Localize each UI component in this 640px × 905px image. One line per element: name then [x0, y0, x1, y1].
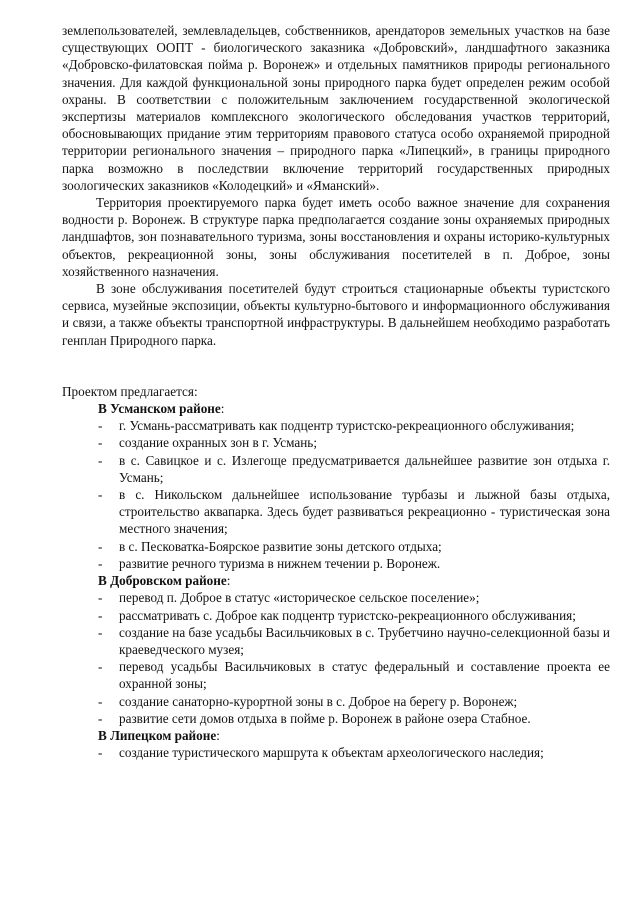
- district-heading-usman: В Усманском районе:: [98, 401, 225, 417]
- district-list-lipetsk: [62, 744, 610, 761]
- paragraph-2: Территория проектируемого парка будет иметь особо важное значение для сохранения водности р. Воронеж. В структуре парка предполагается создание зоны охраняемых природных ландшафтов, зон познавательного туризма, зоны восстановления и охраны историко-культурных объектов, рекреационной зоны, зоны обслуживания посетителей в п. Доброе, зоны хозяйственного назначения.: [62, 195, 610, 279]
- list-item: - развитие речного туризма в нижнем течении р. Воронеж.: [98, 555, 441, 571]
- list-item: - создание охранных зон в г. Усмань;: [98, 435, 317, 451]
- list-item: - перевод п. Доброе в статус «историческое сельское поселение»;: [98, 590, 480, 606]
- list-item: - г. Усмань-рассматривать как подцентр туристско-рекреационного обслуживания;: [98, 418, 575, 434]
- list-item: - в с. Савицкое и с. Излегоще предусматривается дальнейшее развитие зон отдыха г. Усмань;: [98, 452, 610, 485]
- district-list-usman: [62, 417, 610, 572]
- district-heading-dobroe: В Добровском районе:: [98, 573, 231, 589]
- list-item: - перевод усадьбы Васильчиковых в статус федеральный и составление проекта ее охранной зоны;: [98, 659, 610, 692]
- district-heading-lipetsk: В Липецком районе:: [98, 727, 220, 743]
- list-item: - развитие сети домов отдыха в пойме р. Воронеж в районе озера Стабное.: [98, 710, 531, 726]
- proposal-intro: Проектом предлагается:: [62, 383, 198, 399]
- list-item: - рассматривать с. Доброе как подцентр туристско-рекреационного обслуживания;: [98, 607, 576, 623]
- list-item: - в с. Никольском дальнейшее использование турбазы и лыжной базы отдыха, строительство аквапарка. Здесь будет развиваться рекреационно - туристическая зона местного значения;: [98, 487, 610, 537]
- district-list-dobroe: [62, 589, 610, 727]
- paragraph-3: В зоне обслуживания посетителей будут строиться стационарные объекты туристского сервиса, музейные экспозиции, объекты культурно-бытового и информационного обслуживания и связи, а также объекты транспортной инфраструктуры. В дальнейшем необходимо разработать генплан Природного парка.: [62, 281, 610, 348]
- paragraph-1: землепользователей, землевладельцев, собственников, арендаторов земельных участков на базе существующих ООПТ - биологического заказника «Добровский», ландшафтного заказника «Добровско-филатовская пойма р. Воронеж» и отдельных памятников природы регионального значения. Для каждой функциональной зоны природного парка будет определен режим особой охраны. В соответствии с положительным заключением государственной экологической экспертизы материалов комплексного экологического обследования участков территорий, обосновывающих придание этим территориям правового статуса особо охраняемой природной территории регионального значения – природного парка «Липецкий», в границы природного парка возможно в последствии включение территорий государственных природных зоологических заказников «Колодецкий» и «Яманский».: [62, 23, 610, 193]
- spacer: [62, 349, 610, 383]
- list-item: - создание санаторно-курортной зоны в с. Доброе на берегу р. Воронеж;: [98, 693, 518, 709]
- document-page: [62, 22, 610, 761]
- list-item: - создание на базе усадьбы Васильчиковых в с. Трубетчино научно-селекционной базы и краеведческого музея;: [98, 624, 610, 657]
- list-item: - создание туристического маршрута к объектам археологического наследия;: [98, 745, 544, 761]
- list-item: - в с. Песковатка-Боярское развитие зоны детского отдыха;: [98, 538, 442, 554]
